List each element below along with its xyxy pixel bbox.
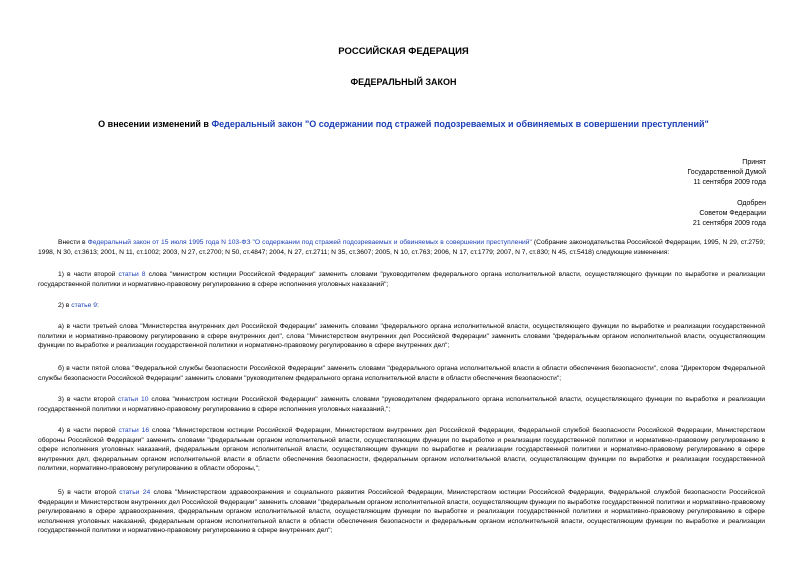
approved-label: Одобрен — [737, 200, 766, 207]
item-2b-paragraph: б) в части пятой слова "Федеральной службы безопасности Российской Федерации" заменить словами "федерального органа исполнительной власти в области обеспечения безопасности", слова "Директором Федеральной службы безопасности Российской Федерации" заменить словами "руководителем федерального органа исполнительной власти в области обеспечения безопасности"; — [38, 365, 765, 382]
approved-date: 21 сентября 2009 года — [692, 220, 766, 227]
law-title — [0, 119, 807, 129]
law-type-heading: ФЕДЕРАЛЬНЫЙ ЗАКОН — [350, 77, 457, 87]
item-5-paragraph: 5) в части второй статьи 24 слова "Министерством здравоохранения и социального развития Российской Федерации, Министерством юстиции Российской Федерации, Федеральной службой безопасности Российской Федерации и Министерством внутренних дел Российской Федерации" заменить словами "федеральным органом исполнительной власти, осуществляющим функции по выработке государственной политики и нормативно-правовому регулированию в сфере здравоохранения, федеральным органом исполнительной власти, осуществляющим функции по выработке и реализации государственной политики и нормативно-правовому регулированию в сфере исполнения уголовных наказаний, федеральным органом исполнительной власти в области обеспечения безопасности и федеральным органом исполнительной власти, осуществляющим функции по выработке и реализации государственной политики и нормативно-правовому регулированию в сфере внутренних дел"; — [38, 489, 765, 535]
adoption-accepted-block — [687, 158, 766, 188]
accepted-body: Государственной Думой — [687, 169, 766, 176]
approved-body: Советом Федерации — [699, 210, 766, 217]
accepted-date: 11 сентября 2009 года — [693, 179, 766, 186]
base-law-link[interactable]: Федеральный закон от 15 июля 1995 года N 103-ФЗ "О содержании под стражей подозреваемых и обвиняемых в совершении преступлений" — [87, 239, 532, 246]
accepted-label: Принят — [742, 159, 766, 166]
item-3-paragraph: 3) в части второй статьи 10 слова "министром юстиции Российской Федерации" заменить словами "руководителем федерального органа исполнительной власти, осуществляющего функции по выработке и реализации государственной политики и нормативно-правовому регулированию в сфере исполнения уголовных наказаний,"; — [38, 396, 765, 413]
article-16-link[interactable]: статьи 16 — [118, 427, 150, 434]
item-4-paragraph: 4) в части первой статьи 16 слова "Министерством юстиции Российской Федерации, Министерством внутренних дел Российской Федерации, Федеральной службой безопасности Российской Федерации, Министерством обороны Российской Федерации" заменить словами "федеральным органом исполнительной власти, осуществляющим функции по выработке и реализации государственной политики и нормативно-правовому регулированию в сфере исполнения уголовных наказаний, федеральным органом исполнительной власти, осуществляющим функции по выработке и реализации государственной политики и нормативно-правовому регулированию в сфере внутренних дел, федеральным органом исполнительной власти в области обеспечения безопасности, федеральным органом исполнительной власти, осуществляющим функции по выработке и реализации государственной политики, нормативно-правовому регулированию в области обороны,"; — [38, 427, 765, 473]
country-heading: РОССИЙСКАЯ ФЕДЕРАЦИЯ — [338, 46, 469, 57]
article-9-link[interactable]: статье 9 — [71, 302, 97, 309]
article-10-link[interactable]: статьи 10 — [117, 396, 149, 403]
article-8-link[interactable]: статьи 8 — [118, 271, 146, 278]
adoption-approved-block — [693, 199, 766, 229]
item-2a-paragraph: а) в части третьей слова "Министерства внутренних дел Российской Федерации" заменить словами "федерального органа исполнительной власти, осуществляющего функции по выработке и реализации государственной политики и нормативно-правовому регулированию в сфере внутренних дел", слова "Министерством внутренних дел Российской Федерации" заменить словами "федеральным органом исполнительной власти, осуществляющим функции по выработке и реализации государственной политики и нормативно-правовому регулированию в сфере внутренних дел"; — [38, 323, 765, 350]
item-1-paragraph: 1) в части второй статьи 8 слова "министром юстиции Российской Федерации" заменить словами "руководителем федерального органа исполнительной власти, осуществляющего функции по выработке и реализации государственной политики и нормативно-правовому регулированию в сфере исполнения уголовных наказаний"; — [38, 271, 765, 288]
article-24-link[interactable]: статьи 24 — [119, 489, 151, 496]
intro-paragraph: Внести в Федеральный закон от 15 июля 1995 года N 103-ФЗ "О содержании под стражей подозреваемых и обвиняемых в совершении преступлений" (Собрание законодательства Российской Федерации, 1995, N 29, ст.2759; 1998, N 30, ст.3613; 2001, N 11, ст.1002; 2003, N 27, ст.2700; N 50, ст.4847; 2004, N 27, ст.2711; N 35, ст.3607; 2005, N 10, ст.763; 2006, N 17, ст.1779; 2007, N 7, ст.830; N 45, ст.5418) следующие изменения: — [38, 239, 765, 256]
item-2-paragraph: 2) в статье 9: — [58, 302, 99, 309]
law-title-prefix: О внесении изменений в — [98, 119, 212, 129]
law-title-link[interactable]: Федеральный закон "О содержании под стражей подозреваемых и обвиняемых в совершении преступлений" — [211, 119, 709, 129]
